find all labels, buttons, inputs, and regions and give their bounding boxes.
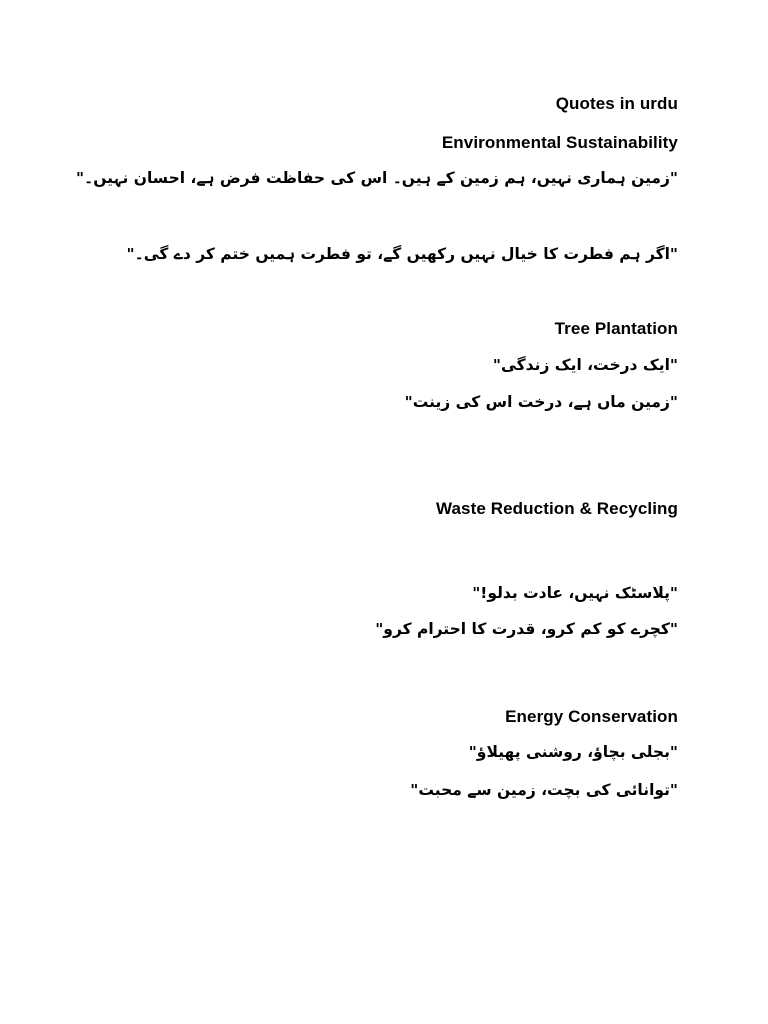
quote-waste-1: "پلاسٹک نہیں، عادت بدلو!" [472, 584, 678, 602]
quote-tree-2: "زمین ماں ہے، درخت اس کی زینت" [404, 393, 678, 411]
quote-energy-2: "توانائی کی بچت، زمین سے محبت" [410, 781, 678, 799]
section-heading-energy-conservation: Energy Conservation [505, 707, 678, 726]
quote-waste-2: "کچرے کو کم کرو، قدرت کا احترام کرو" [375, 620, 678, 638]
quote-energy-1: "بجلی بچاؤ، روشنی پھیلاؤ" [468, 743, 678, 761]
quote-environment-1: "زمین ہماری نہیں، ہم زمین کے ہیں۔ اس کی حفاظت فرض ہے، احسان نہیں۔" [76, 169, 678, 187]
section-heading-environmental-sustainability: Environmental Sustainability [441, 133, 678, 152]
section-heading-tree-plantation: Tree Plantation [554, 319, 678, 338]
quote-environment-2: "اگر ہم فطرت کا خیال نہیں رکھیں گے، تو فطرت ہمیں ختم کر دے گی۔" [126, 245, 678, 263]
section-heading-waste-reduction: Waste Reduction & Recycling [435, 499, 678, 518]
page-title: Quotes in urdu [555, 94, 678, 113]
quote-tree-1: "ایک درخت، ایک زندگی" [492, 356, 678, 374]
